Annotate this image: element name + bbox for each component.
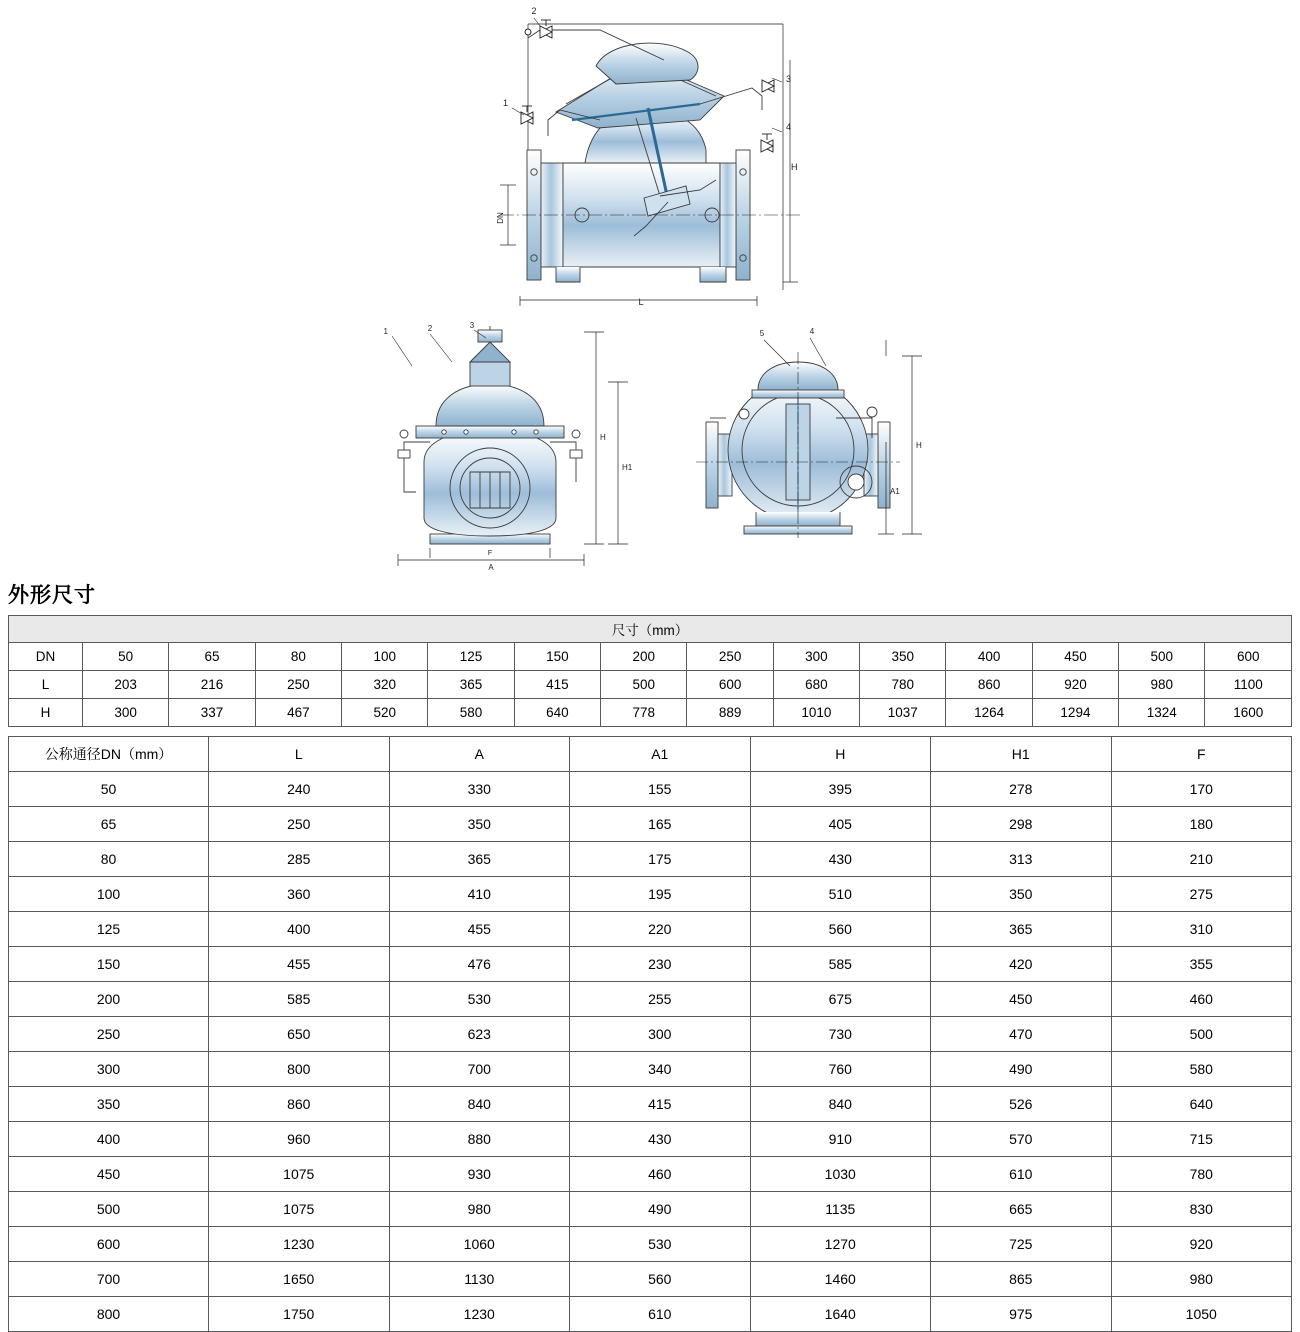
cell: 1050 xyxy=(1111,1297,1292,1332)
cell: 220 xyxy=(570,912,751,947)
cell: 1270 xyxy=(750,1227,931,1262)
specification-table xyxy=(8,736,1292,1332)
cell: 240 xyxy=(209,772,390,807)
cell: 450 xyxy=(9,1157,209,1192)
callout-4: 4 xyxy=(786,122,792,132)
cell: 1264 xyxy=(946,699,1032,727)
table-row xyxy=(9,699,1292,727)
table-row xyxy=(9,947,1292,982)
cell: 300 xyxy=(9,1052,209,1087)
table-row xyxy=(9,807,1292,842)
cell: 1324 xyxy=(1119,699,1205,727)
callout-2: 2 xyxy=(531,6,537,16)
cell: 355 xyxy=(1111,947,1292,982)
cell: 80 xyxy=(9,842,209,877)
table-row xyxy=(9,912,1292,947)
valve-side-view-drawing xyxy=(640,322,1300,572)
cell: 1030 xyxy=(750,1157,931,1192)
dim-label-H-side: H xyxy=(916,441,922,450)
cell: 310 xyxy=(1111,912,1292,947)
cell: 337 xyxy=(169,699,255,727)
column-header: A xyxy=(389,737,570,772)
cell: 300 xyxy=(570,1017,751,1052)
cell: 125 xyxy=(428,643,514,671)
cell: 700 xyxy=(389,1052,570,1087)
cell: 675 xyxy=(750,982,931,1017)
cell: 210 xyxy=(1111,842,1292,877)
cell: 250 xyxy=(209,807,390,842)
cell: 860 xyxy=(946,671,1032,699)
cell: 520 xyxy=(342,699,428,727)
cell: 500 xyxy=(1119,643,1205,671)
cell: 320 xyxy=(342,671,428,699)
cell: 1135 xyxy=(750,1192,931,1227)
cell: 1650 xyxy=(209,1262,390,1297)
cell: 1750 xyxy=(209,1297,390,1332)
cell: 840 xyxy=(750,1087,931,1122)
callout-side-4: 4 xyxy=(809,327,815,336)
cell: 680 xyxy=(773,671,859,699)
table-row xyxy=(9,1297,1292,1332)
cell: 100 xyxy=(342,643,428,671)
table-row xyxy=(9,772,1292,807)
table-row xyxy=(9,842,1292,877)
cell: 450 xyxy=(931,982,1112,1017)
cell: 610 xyxy=(931,1157,1112,1192)
cell: 623 xyxy=(389,1017,570,1052)
cell: 1600 xyxy=(1205,699,1292,727)
cell: 600 xyxy=(1205,643,1292,671)
cell: 250 xyxy=(9,1017,209,1052)
callout-3: 3 xyxy=(786,74,792,84)
cell: 980 xyxy=(1111,1262,1292,1297)
cell: 800 xyxy=(209,1052,390,1087)
cell: 975 xyxy=(931,1297,1112,1332)
cell: 395 xyxy=(750,772,931,807)
column-header: A1 xyxy=(570,737,751,772)
cell: 455 xyxy=(389,912,570,947)
cell: 100 xyxy=(9,877,209,912)
dimension-table-header: 尺寸（mm） xyxy=(9,616,1292,643)
cell: 467 xyxy=(255,699,341,727)
cell: 930 xyxy=(389,1157,570,1192)
cell: 275 xyxy=(1111,877,1292,912)
table-row xyxy=(9,643,1292,671)
cell: 500 xyxy=(9,1192,209,1227)
cell: 570 xyxy=(931,1122,1112,1157)
cell: 360 xyxy=(209,877,390,912)
cell: 1460 xyxy=(750,1262,931,1297)
row-label: L xyxy=(9,671,83,699)
cell: 165 xyxy=(570,807,751,842)
table-row xyxy=(9,671,1292,699)
cell: 530 xyxy=(389,982,570,1017)
cell: 1075 xyxy=(209,1192,390,1227)
cell: 195 xyxy=(570,877,751,912)
cell: 420 xyxy=(931,947,1112,982)
callout-front-2: 2 xyxy=(427,324,433,333)
cell: 1130 xyxy=(389,1262,570,1297)
cell: 1640 xyxy=(750,1297,931,1332)
cell: 490 xyxy=(931,1052,1112,1087)
cell: 640 xyxy=(1111,1087,1292,1122)
table-row xyxy=(9,1017,1292,1052)
column-header: H1 xyxy=(931,737,1112,772)
cell: 889 xyxy=(687,699,773,727)
table-row-header xyxy=(9,616,1292,643)
cell: 600 xyxy=(687,671,773,699)
cell: 730 xyxy=(750,1017,931,1052)
callout-front-3: 3 xyxy=(469,322,475,330)
valve-sectional-drawing xyxy=(0,0,1300,320)
table-row xyxy=(9,1262,1292,1297)
table-row xyxy=(9,1052,1292,1087)
cell: 476 xyxy=(389,947,570,982)
dim-label-H-front: H xyxy=(600,433,606,442)
dim-label-H: H xyxy=(791,162,798,172)
callout-side-5: 5 xyxy=(759,329,765,338)
page-title: 外形尺寸 xyxy=(8,584,96,607)
cell: 725 xyxy=(931,1227,1112,1262)
cell: 278 xyxy=(931,772,1112,807)
dim-label-DN: DN xyxy=(496,212,505,224)
cell: 1230 xyxy=(389,1297,570,1332)
cell: 430 xyxy=(750,842,931,877)
cell: 150 xyxy=(514,643,600,671)
cell: 510 xyxy=(750,877,931,912)
column-header: F xyxy=(1111,737,1292,772)
table-row xyxy=(9,1087,1292,1122)
cell: 526 xyxy=(931,1087,1112,1122)
cell: 65 xyxy=(169,643,255,671)
cell: 585 xyxy=(750,947,931,982)
cell: 313 xyxy=(931,842,1112,877)
cell: 1060 xyxy=(389,1227,570,1262)
row-label: H xyxy=(9,699,83,727)
cell: 170 xyxy=(1111,772,1292,807)
cell: 50 xyxy=(83,643,169,671)
cell: 80 xyxy=(255,643,341,671)
cell: 840 xyxy=(389,1087,570,1122)
cell: 530 xyxy=(570,1227,751,1262)
cell: 350 xyxy=(389,807,570,842)
cell: 455 xyxy=(209,947,390,982)
cell: 580 xyxy=(428,699,514,727)
cell: 155 xyxy=(570,772,751,807)
dim-label-A-front: A xyxy=(488,563,494,572)
cell: 450 xyxy=(1032,643,1118,671)
table-row xyxy=(9,877,1292,912)
dim-label-H1-front: H1 xyxy=(622,463,633,472)
cell: 800 xyxy=(9,1297,209,1332)
dim-label-F-front: F xyxy=(487,550,493,557)
cell: 405 xyxy=(750,807,931,842)
cell: 50 xyxy=(9,772,209,807)
cell: 350 xyxy=(9,1087,209,1122)
cell: 830 xyxy=(1111,1192,1292,1227)
cell: 255 xyxy=(570,982,751,1017)
cell: 180 xyxy=(1111,807,1292,842)
cell: 250 xyxy=(687,643,773,671)
cell: 175 xyxy=(570,842,751,877)
dim-label-A1-side: A1 xyxy=(890,487,900,496)
cell: 430 xyxy=(570,1122,751,1157)
cell: 700 xyxy=(9,1262,209,1297)
cell: 585 xyxy=(209,982,390,1017)
cell: 216 xyxy=(169,671,255,699)
cell: 865 xyxy=(931,1262,1112,1297)
cell: 500 xyxy=(601,671,687,699)
cell: 250 xyxy=(255,671,341,699)
valve-front-view-drawing xyxy=(0,322,700,572)
cell: 330 xyxy=(389,772,570,807)
cell: 350 xyxy=(931,877,1112,912)
table-row xyxy=(9,982,1292,1017)
cell: 920 xyxy=(1111,1227,1292,1262)
cell: 365 xyxy=(389,842,570,877)
cell: 580 xyxy=(1111,1052,1292,1087)
table-row xyxy=(9,1192,1292,1227)
cell: 860 xyxy=(209,1087,390,1122)
cell: 300 xyxy=(83,699,169,727)
cell: 300 xyxy=(773,643,859,671)
cell: 560 xyxy=(570,1262,751,1297)
cell: 298 xyxy=(931,807,1112,842)
cell: 200 xyxy=(601,643,687,671)
cell: 125 xyxy=(9,912,209,947)
cell: 910 xyxy=(750,1122,931,1157)
cell: 285 xyxy=(209,842,390,877)
cell: 490 xyxy=(570,1192,751,1227)
cell: 203 xyxy=(83,671,169,699)
cell: 760 xyxy=(750,1052,931,1087)
cell: 780 xyxy=(860,671,946,699)
cell: 715 xyxy=(1111,1122,1292,1157)
cell: 610 xyxy=(570,1297,751,1332)
cell: 960 xyxy=(209,1122,390,1157)
dim-label-L: L xyxy=(638,297,644,307)
cell: 460 xyxy=(570,1157,751,1192)
cell: 1010 xyxy=(773,699,859,727)
cell: 560 xyxy=(750,912,931,947)
dimension-table xyxy=(8,615,1292,727)
cell: 470 xyxy=(931,1017,1112,1052)
cell: 980 xyxy=(1119,671,1205,699)
table-row xyxy=(9,1227,1292,1262)
cell: 650 xyxy=(209,1017,390,1052)
cell: 400 xyxy=(9,1122,209,1157)
table-row xyxy=(9,1157,1292,1192)
cell: 150 xyxy=(9,947,209,982)
cell: 1230 xyxy=(209,1227,390,1262)
cell: 1294 xyxy=(1032,699,1118,727)
cell: 880 xyxy=(389,1122,570,1157)
cell: 920 xyxy=(1032,671,1118,699)
column-header: 公称通径DN（mm） xyxy=(9,737,209,772)
column-header: H xyxy=(750,737,931,772)
cell: 400 xyxy=(946,643,1032,671)
cell: 600 xyxy=(9,1227,209,1262)
cell: 500 xyxy=(1111,1017,1292,1052)
cell: 1075 xyxy=(209,1157,390,1192)
cell: 410 xyxy=(389,877,570,912)
cell: 340 xyxy=(570,1052,751,1087)
cell: 460 xyxy=(1111,982,1292,1017)
column-header: L xyxy=(209,737,390,772)
cell: 365 xyxy=(931,912,1112,947)
cell: 780 xyxy=(1111,1157,1292,1192)
table-row-header xyxy=(9,737,1292,772)
cell: 65 xyxy=(9,807,209,842)
cell: 415 xyxy=(570,1087,751,1122)
cell: 415 xyxy=(514,671,600,699)
cell: 778 xyxy=(601,699,687,727)
cell: 1100 xyxy=(1205,671,1292,699)
callout-1: 1 xyxy=(502,98,508,108)
cell: 230 xyxy=(570,947,751,982)
cell: 640 xyxy=(514,699,600,727)
callout-front-1: 1 xyxy=(383,327,388,336)
row-label: DN xyxy=(9,643,83,671)
cell: 200 xyxy=(9,982,209,1017)
cell: 980 xyxy=(389,1192,570,1227)
product-drawings xyxy=(0,0,1300,575)
cell: 400 xyxy=(209,912,390,947)
cell: 350 xyxy=(860,643,946,671)
cell: 365 xyxy=(428,671,514,699)
cell: 665 xyxy=(931,1192,1112,1227)
cell: 1037 xyxy=(860,699,946,727)
table-row xyxy=(9,1122,1292,1157)
